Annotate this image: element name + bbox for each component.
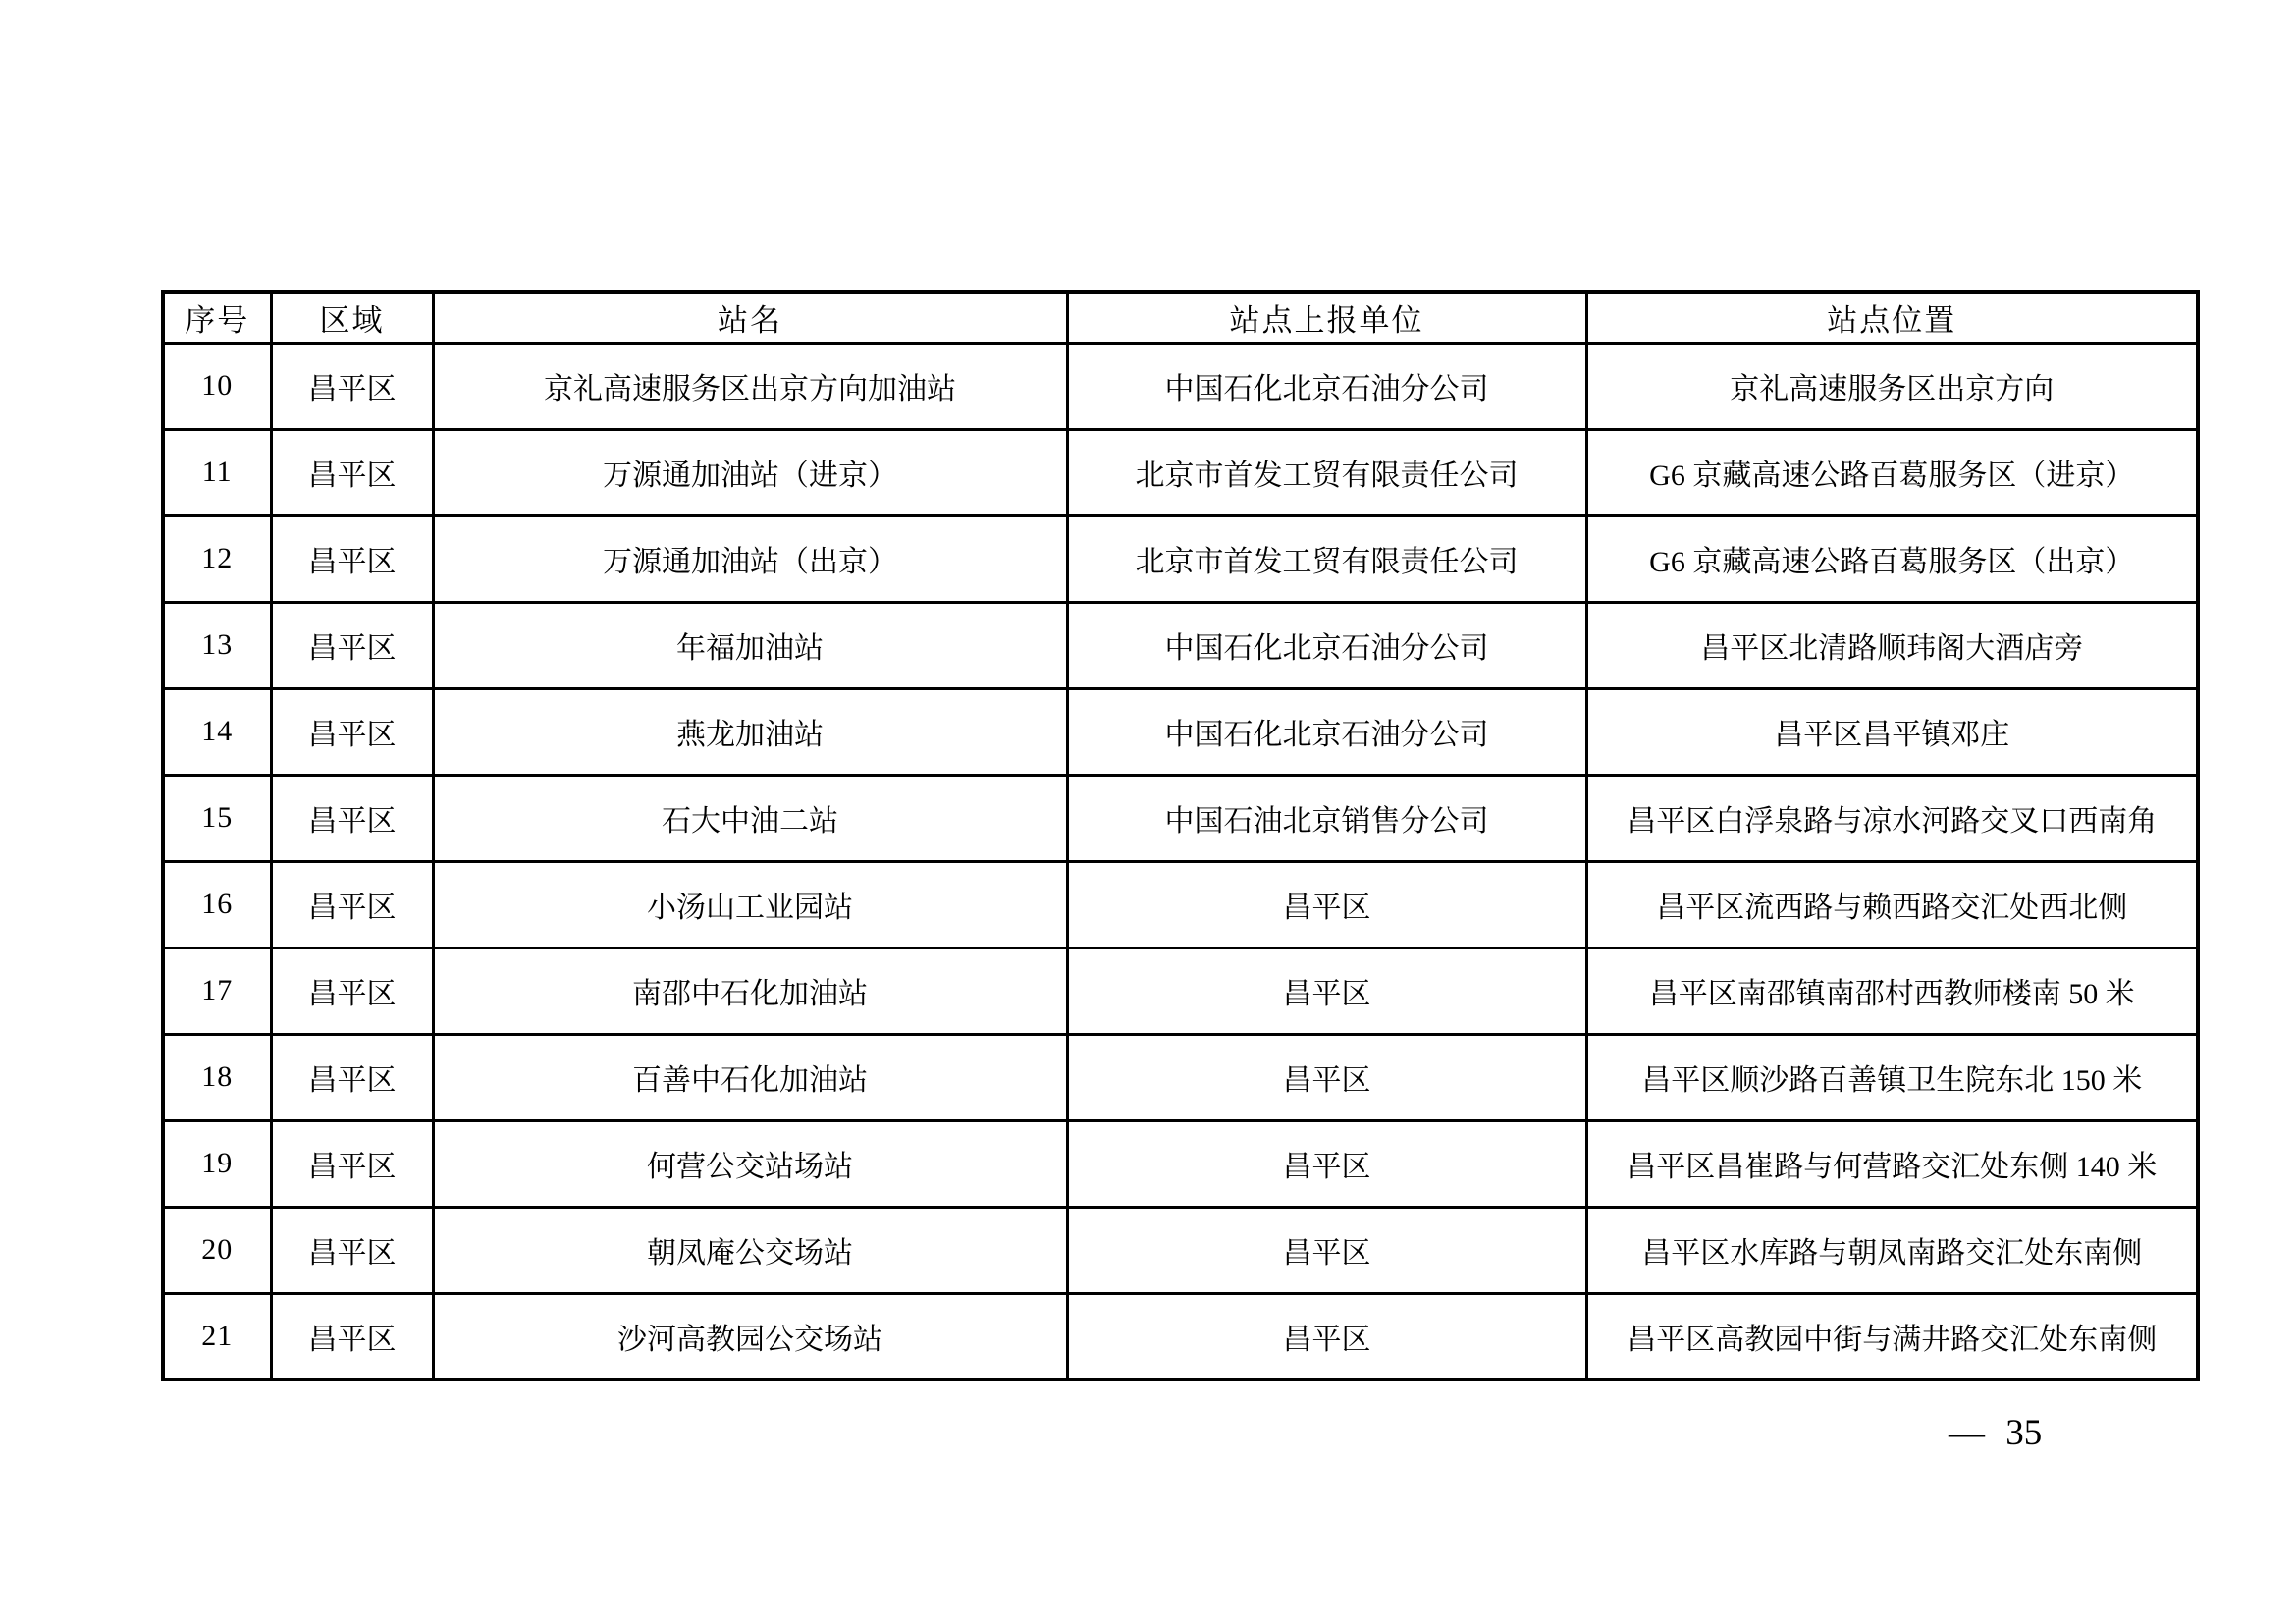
column-header: 站点上报单位 — [1067, 292, 1586, 343]
table-row — [163, 515, 2198, 602]
reporting-unit-cell: 昌平区 — [1067, 1207, 1586, 1293]
station-name-cell: 南邵中石化加油站 — [433, 947, 1067, 1034]
row-number-cell: 15 — [163, 775, 271, 861]
station-name-cell: 百善中石化加油站 — [433, 1034, 1067, 1120]
region-cell: 昌平区 — [271, 1120, 433, 1207]
reporting-unit-cell: 中国石化北京石油分公司 — [1067, 343, 1586, 429]
location-cell: 昌平区白浮泉路与凉水河路交叉口西南角 — [1586, 775, 2198, 861]
table-row — [163, 947, 2198, 1034]
location-cell: 昌平区昌平镇邓庄 — [1586, 688, 2198, 775]
row-number-cell: 17 — [163, 947, 271, 1034]
location-cell: G6 京藏高速公路百葛服务区（进京） — [1586, 429, 2198, 515]
region-cell: 昌平区 — [271, 947, 433, 1034]
station-name-cell: 沙河高教园公交场站 — [433, 1293, 1067, 1380]
reporting-unit-cell: 中国石油北京销售分公司 — [1067, 775, 1586, 861]
region-cell: 昌平区 — [271, 688, 433, 775]
table-header-row — [163, 292, 2198, 343]
region-cell: 昌平区 — [271, 515, 433, 602]
station-name-cell: 京礼高速服务区出京方向加油站 — [433, 343, 1067, 429]
reporting-unit-cell: 昌平区 — [1067, 1293, 1586, 1380]
location-cell: 昌平区北清路顺玮阁大酒店旁 — [1586, 602, 2198, 688]
row-number-cell: 20 — [163, 1207, 271, 1293]
table-row — [163, 1293, 2198, 1380]
location-cell: 昌平区水库路与朝凤南路交汇处东南侧 — [1586, 1207, 2198, 1293]
location-cell: 昌平区高教园中街与满井路交汇处东南侧 — [1586, 1293, 2198, 1380]
station-name-cell: 万源通加油站（出京） — [433, 515, 1067, 602]
column-header: 序号 — [163, 292, 271, 343]
column-header: 站点位置 — [1586, 292, 2198, 343]
station-name-cell: 何营公交站场站 — [433, 1120, 1067, 1207]
location-cell: 昌平区顺沙路百善镇卫生院东北 150 米 — [1586, 1034, 2198, 1120]
row-number-cell: 16 — [163, 861, 271, 947]
region-cell: 昌平区 — [271, 429, 433, 515]
column-header: 区域 — [271, 292, 433, 343]
region-cell: 昌平区 — [271, 1207, 433, 1293]
location-cell: 昌平区昌崔路与何营路交汇处东侧 140 米 — [1586, 1120, 2198, 1207]
table-row — [163, 429, 2198, 515]
row-number-cell: 19 — [163, 1120, 271, 1207]
row-number-cell: 10 — [163, 343, 271, 429]
reporting-unit-cell: 昌平区 — [1067, 1120, 1586, 1207]
station-name-cell: 小汤山工业园站 — [433, 861, 1067, 947]
row-number-cell: 11 — [163, 429, 271, 515]
table-row — [163, 861, 2198, 947]
region-cell: 昌平区 — [271, 343, 433, 429]
reporting-unit-cell: 中国石化北京石油分公司 — [1067, 688, 1586, 775]
table-row — [163, 1207, 2198, 1293]
row-number-cell: 21 — [163, 1293, 271, 1380]
reporting-unit-cell: 昌平区 — [1067, 1034, 1586, 1120]
page-number: — 35 — [1949, 1413, 2043, 1453]
station-name-cell: 年福加油站 — [433, 602, 1067, 688]
location-cell: 昌平区南邵镇南邵村西教师楼南 50 米 — [1586, 947, 2198, 1034]
region-cell: 昌平区 — [271, 1293, 433, 1380]
stations-table — [161, 290, 2200, 1381]
table-row — [163, 343, 2198, 429]
reporting-unit-cell: 中国石化北京石油分公司 — [1067, 602, 1586, 688]
location-cell: G6 京藏高速公路百葛服务区（出京） — [1586, 515, 2198, 602]
region-cell: 昌平区 — [271, 602, 433, 688]
reporting-unit-cell: 昌平区 — [1067, 861, 1586, 947]
region-cell: 昌平区 — [271, 775, 433, 861]
station-name-cell: 朝凤庵公交场站 — [433, 1207, 1067, 1293]
row-number-cell: 18 — [163, 1034, 271, 1120]
row-number-cell: 12 — [163, 515, 271, 602]
reporting-unit-cell: 北京市首发工贸有限责任公司 — [1067, 515, 1586, 602]
table-row — [163, 602, 2198, 688]
table-row — [163, 1034, 2198, 1120]
station-name-cell: 万源通加油站（进京） — [433, 429, 1067, 515]
column-header: 站名 — [433, 292, 1067, 343]
location-cell: 京礼高速服务区出京方向 — [1586, 343, 2198, 429]
table-row — [163, 775, 2198, 861]
station-name-cell: 石大中油二站 — [433, 775, 1067, 861]
location-cell: 昌平区流西路与赖西路交汇处西北侧 — [1586, 861, 2198, 947]
row-number-cell: 14 — [163, 688, 271, 775]
reporting-unit-cell: 昌平区 — [1067, 947, 1586, 1034]
region-cell: 昌平区 — [271, 861, 433, 947]
row-number-cell: 13 — [163, 602, 271, 688]
table-row — [163, 688, 2198, 775]
station-name-cell: 燕龙加油站 — [433, 688, 1067, 775]
table-row — [163, 1120, 2198, 1207]
region-cell: 昌平区 — [271, 1034, 433, 1120]
reporting-unit-cell: 北京市首发工贸有限责任公司 — [1067, 429, 1586, 515]
